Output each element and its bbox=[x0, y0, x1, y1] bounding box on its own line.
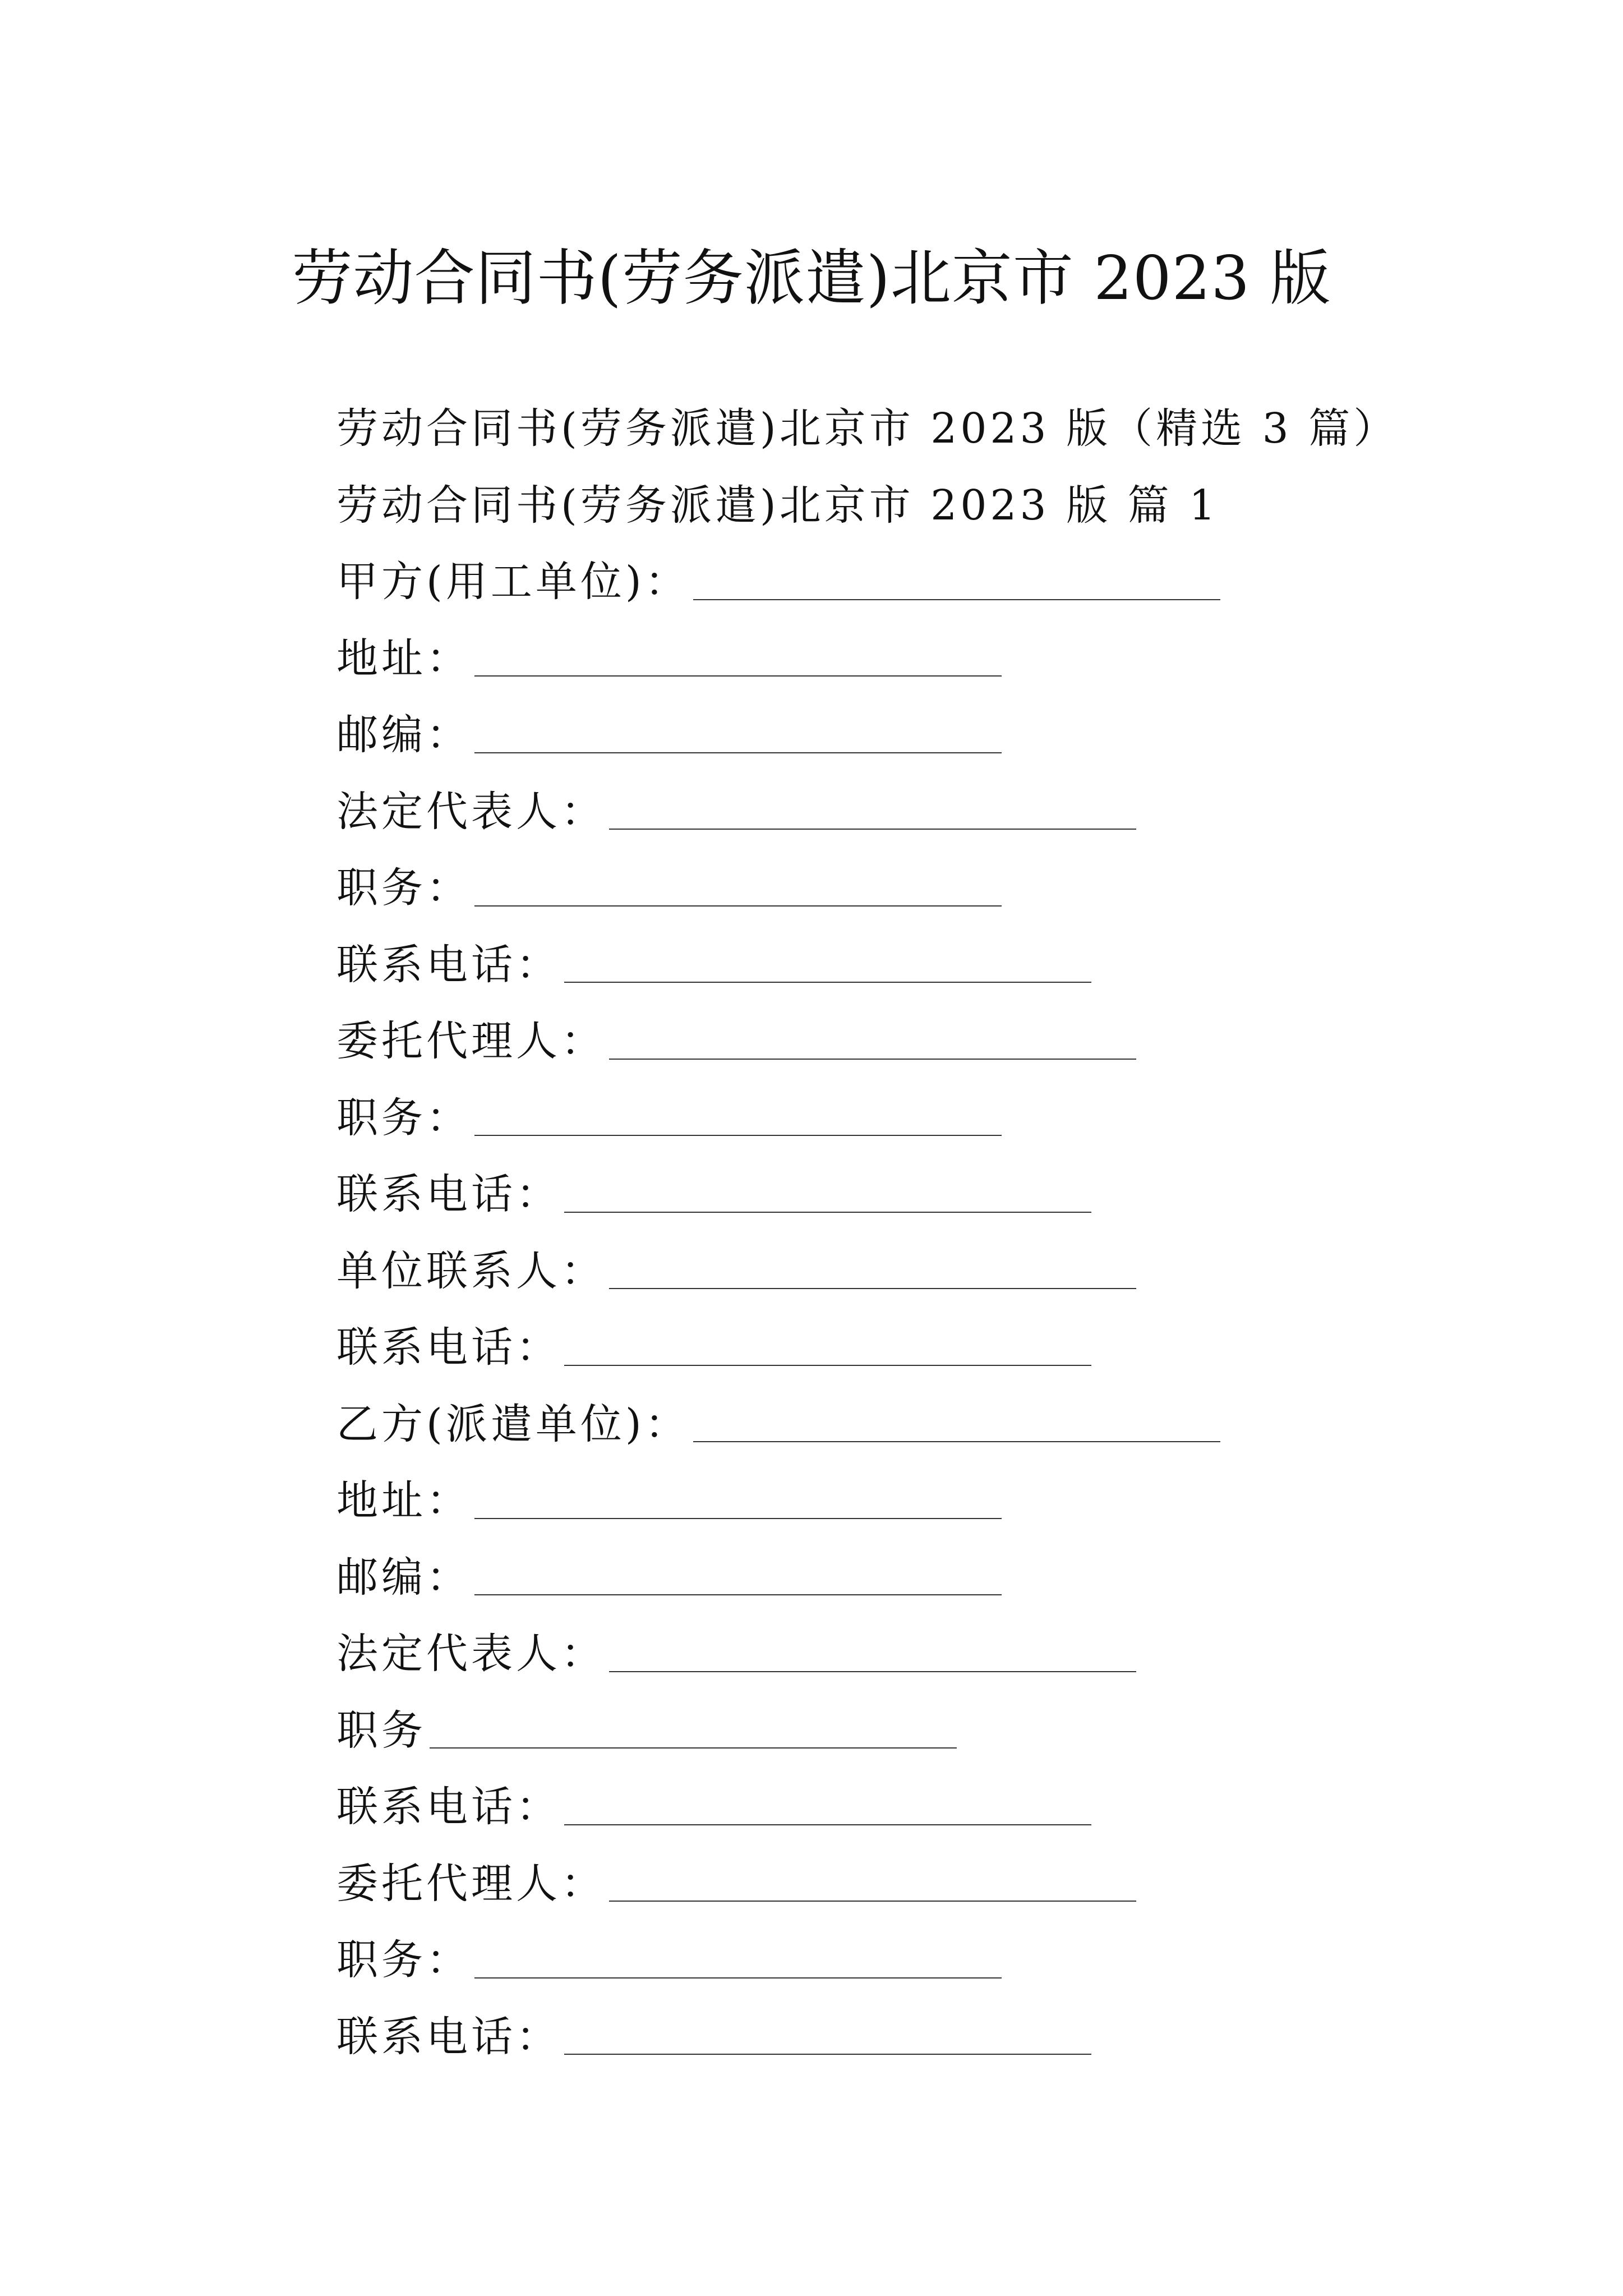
fill-in-blank[interactable] bbox=[564, 1824, 1091, 1825]
field-party-a-postcode bbox=[336, 693, 1492, 770]
fill-in-blank[interactable] bbox=[474, 752, 1002, 753]
field-label: 联系电话： bbox=[336, 1323, 561, 1372]
field-party-a-legal-rep bbox=[336, 770, 1492, 847]
field-label: 乙方(派遣单位)： bbox=[336, 1400, 690, 1448]
field-party-b-agent bbox=[336, 1842, 1492, 1919]
fill-in-blank[interactable] bbox=[609, 1288, 1136, 1289]
field-party-a-contact bbox=[336, 1230, 1492, 1306]
field-label: 地址： bbox=[336, 1476, 471, 1525]
fill-in-blank[interactable] bbox=[564, 982, 1091, 983]
fill-in-blank[interactable] bbox=[474, 675, 1002, 677]
field-label: 法定代表人： bbox=[336, 787, 606, 836]
field-label: 联系电话： bbox=[336, 940, 561, 989]
fill-in-blank[interactable] bbox=[693, 599, 1220, 600]
fill-in-blank[interactable] bbox=[609, 1901, 1136, 1902]
fill-in-blank[interactable] bbox=[474, 1977, 1002, 1978]
subtitle-text: 劳动合同书(劳务派遣)北京市 2023 版（精选 3 篇） bbox=[336, 404, 1399, 453]
field-label: 邮编： bbox=[336, 711, 471, 760]
field-label: 法定代表人： bbox=[336, 1630, 606, 1678]
field-label: 甲方(用工单位)： bbox=[336, 558, 690, 606]
field-label: 职务： bbox=[336, 1093, 471, 1142]
field-party-b-legal-rep-phone bbox=[336, 1765, 1492, 1842]
fill-in-blank[interactable] bbox=[474, 905, 1002, 907]
fill-in-blank[interactable] bbox=[564, 1212, 1091, 1213]
field-party-a-legal-rep-phone bbox=[336, 923, 1492, 1000]
field-party-b-agent-position bbox=[336, 1918, 1492, 1995]
field-label: 联系电话： bbox=[336, 2012, 561, 2061]
fill-in-blank[interactable] bbox=[474, 1518, 1002, 1519]
field-party-a-contact-phone bbox=[336, 1306, 1492, 1383]
fill-in-blank[interactable] bbox=[693, 1441, 1220, 1442]
subtitle-line bbox=[336, 387, 1492, 464]
field-party-b-legal-rep-position bbox=[336, 1689, 1492, 1766]
field-party-a bbox=[336, 540, 1492, 617]
field-label: 联系电话： bbox=[336, 1170, 561, 1219]
field-label: 委托代理人： bbox=[336, 1859, 606, 1908]
field-label: 职务： bbox=[336, 864, 471, 913]
fill-in-blank[interactable] bbox=[474, 1135, 1002, 1136]
document-body bbox=[336, 387, 1492, 2072]
fill-in-blank[interactable] bbox=[609, 829, 1136, 830]
document-title: 劳动合同书(劳务派遣)北京市 2023 版 bbox=[292, 243, 1331, 314]
fill-in-blank[interactable] bbox=[609, 1059, 1136, 1060]
field-party-b-address bbox=[336, 1459, 1492, 1536]
field-party-a-agent bbox=[336, 1000, 1492, 1076]
field-label: 邮编： bbox=[336, 1553, 471, 1602]
section-heading-line bbox=[336, 464, 1492, 541]
field-label: 单位联系人： bbox=[336, 1246, 606, 1295]
field-party-b bbox=[336, 1383, 1492, 1460]
fill-in-blank[interactable] bbox=[564, 1365, 1091, 1366]
field-party-a-address bbox=[336, 617, 1492, 694]
field-label: 地址： bbox=[336, 634, 471, 683]
field-label: 委托代理人： bbox=[336, 1017, 606, 1066]
field-label: 职务 bbox=[336, 1706, 426, 1755]
fill-in-blank[interactable] bbox=[609, 1671, 1136, 1672]
field-label: 职务： bbox=[336, 1936, 471, 1985]
fill-in-blank[interactable] bbox=[430, 1747, 957, 1749]
field-party-b-agent-phone bbox=[336, 1995, 1492, 2072]
section-heading-text: 劳动合同书(劳务派遣)北京市 2023 版 篇 1 bbox=[336, 481, 1219, 530]
field-party-b-legal-rep bbox=[336, 1612, 1492, 1689]
fill-in-blank[interactable] bbox=[474, 1594, 1002, 1595]
fill-in-blank[interactable] bbox=[564, 2054, 1091, 2055]
field-party-b-postcode bbox=[336, 1536, 1492, 1613]
field-party-a-agent-phone bbox=[336, 1153, 1492, 1230]
field-party-a-legal-rep-position bbox=[336, 846, 1492, 923]
field-label: 联系电话： bbox=[336, 1783, 561, 1832]
field-party-a-agent-position bbox=[336, 1076, 1492, 1153]
